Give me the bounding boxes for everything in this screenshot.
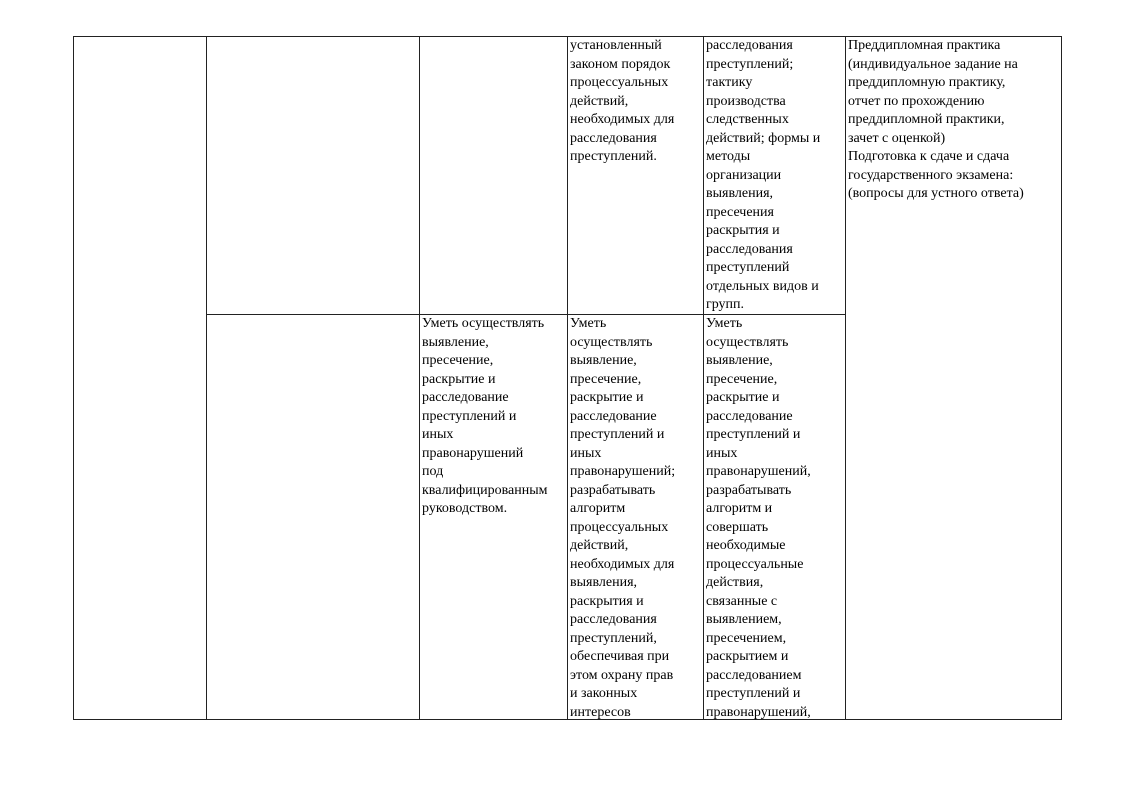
- row1-knowledge-detail-cell: расследования преступлений; тактику производства следственных действий; формы и методы организации выявления, пресечения раскрытия и расследования преступлений отдельных видов и групп.: [706, 38, 821, 312]
- assessment-tools-cell: Преддипломная практика (индивидуальное задание на преддипломную практику, отчет по прохождению преддипломной практики, зачет с оценкой) Подготовка к сдаче и сдача государственного экзамена: (вопросы для устного ответа): [848, 38, 1024, 201]
- table-divider: [206, 36, 207, 720]
- row2-skill-advanced-cell: Уметь осуществлять выявление, пресечение, раскрытие и расследование преступлений и иных правонарушений, разрабатывать алгоритм и совершать необходимые процессуальные действия, связанные с выявлением, пресечением, раскрытием и расследованием преступлений и правонарушений,: [706, 316, 811, 720]
- row2-skill-detail-cell: Уметь осуществлять выявление, пресечение, раскрытие и расследование преступлений и иных правонарушений; разрабатывать алгоритм процессуальных действий, необходимых для выявления, раскрытия и расследования преступлений, обеспечивая при этом охрану прав и законных интересов: [570, 316, 676, 720]
- row1-knowledge-cell: установленный законом порядок процессуальных действий, необходимых для расследования преступлений.: [570, 38, 675, 164]
- row2-skill-cell: Уметь осуществлять выявление, пресечение, раскрытие и расследование преступлений и иных правонарушений под квалифицированным руководством.: [422, 316, 548, 516]
